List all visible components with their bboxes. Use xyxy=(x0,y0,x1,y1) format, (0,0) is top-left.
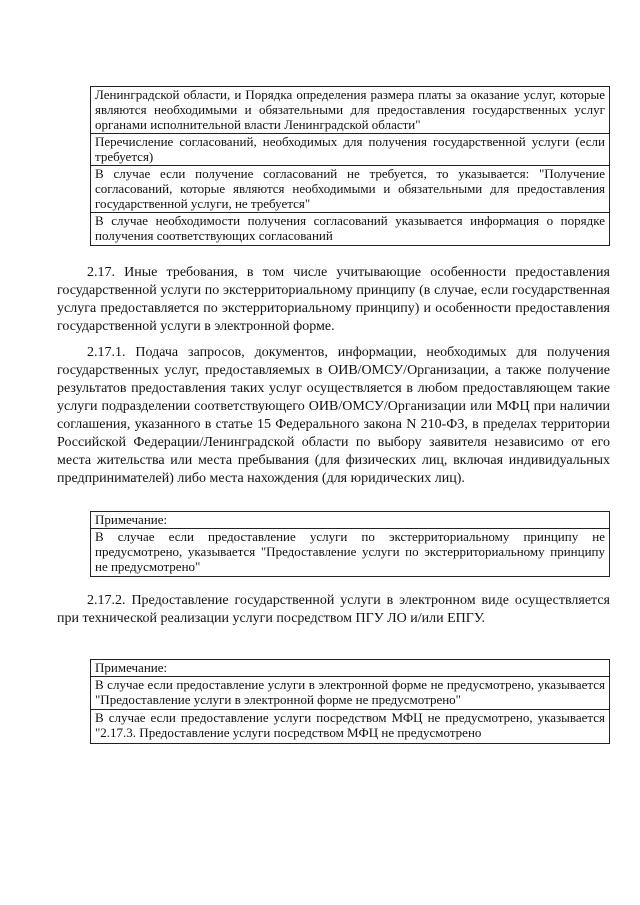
requirements-table xyxy=(90,86,610,246)
table-row: В случае необходимости получения согласований указывается информация о порядке получения соответствующих согласований xyxy=(95,213,605,243)
paragraph-2-17-2: 2.17.2. Предоставление государственной услуги в электронном виде осуществляется при технической реализации услуги посредством ПГУ ЛО и/или ЕПГУ. xyxy=(57,593,610,626)
note-row: В случае если предоставление услуги посредством МФЦ не предусмотрено, указывается "2.17.3. Предоставление услуги посредством МФЦ не предусмотрено xyxy=(95,710,605,740)
table-row: Ленинградской области, и Порядка определения размера платы за оказание услуг, которые являются необходимыми и обязательными для предоставления государственных услуг органами исполнительной власти Ленинградской области" xyxy=(91,87,609,134)
note-row: В случае если предоставление услуги в электронной форме не предусмотрено, указывается "Предоставление услуги в электронной форме не предусмотрено" xyxy=(91,677,609,710)
note-header: Примечание: xyxy=(91,512,609,529)
paragraph-2-17: 2.17. Иные требования, в том числе учитывающие особенности предоставления государственной услуги по экстерриториальному принципу (в случае, если государственная услуга предоставляется по экстерриториальному принципу) и особенности предоставления государственной услуги в электронной форме. xyxy=(57,265,610,334)
note-header: Примечание: xyxy=(91,660,609,677)
paragraph-2-17-1: 2.17.1. Подача запросов, документов, информации, необходимых для получения государственных услуг, предоставляемых в ОИВ/ОМСУ/Организации, а также получение результатов предоставления таких услуг осуществляется в любом предоставляющем такие услуги подразделении соответствующего ОИВ/ОМСУ/Организации или МФЦ при наличии соглашения, указанного в статье 15 Федерального закона N 210-ФЗ, в пределах территории Российской Федерации/Ленинградской области по выбору заявителя независимо от его места жительства или места пребывания (для физических лиц, включая индивидуальных предпринимателей) либо места нахождения (для юридических лиц). xyxy=(57,345,610,486)
note-box-electronic xyxy=(90,659,610,744)
note-text: В случае если предоставление услуги по экстерриториальному принципу не предусмотрено, указывается "Предоставление услуги по экстерриториальному принципу не предусмотрено" xyxy=(95,529,605,574)
table-row: В случае если получение согласований не требуется, то указывается: "Получение согласований, которые являются необходимыми и обязательными для предоставления государственной услуги, не требуется" xyxy=(91,166,609,213)
note-box-extraterritorial xyxy=(90,511,610,577)
table-row: Перечисление согласований, необходимых для получения государственной услуги (если требуется) xyxy=(91,134,609,166)
